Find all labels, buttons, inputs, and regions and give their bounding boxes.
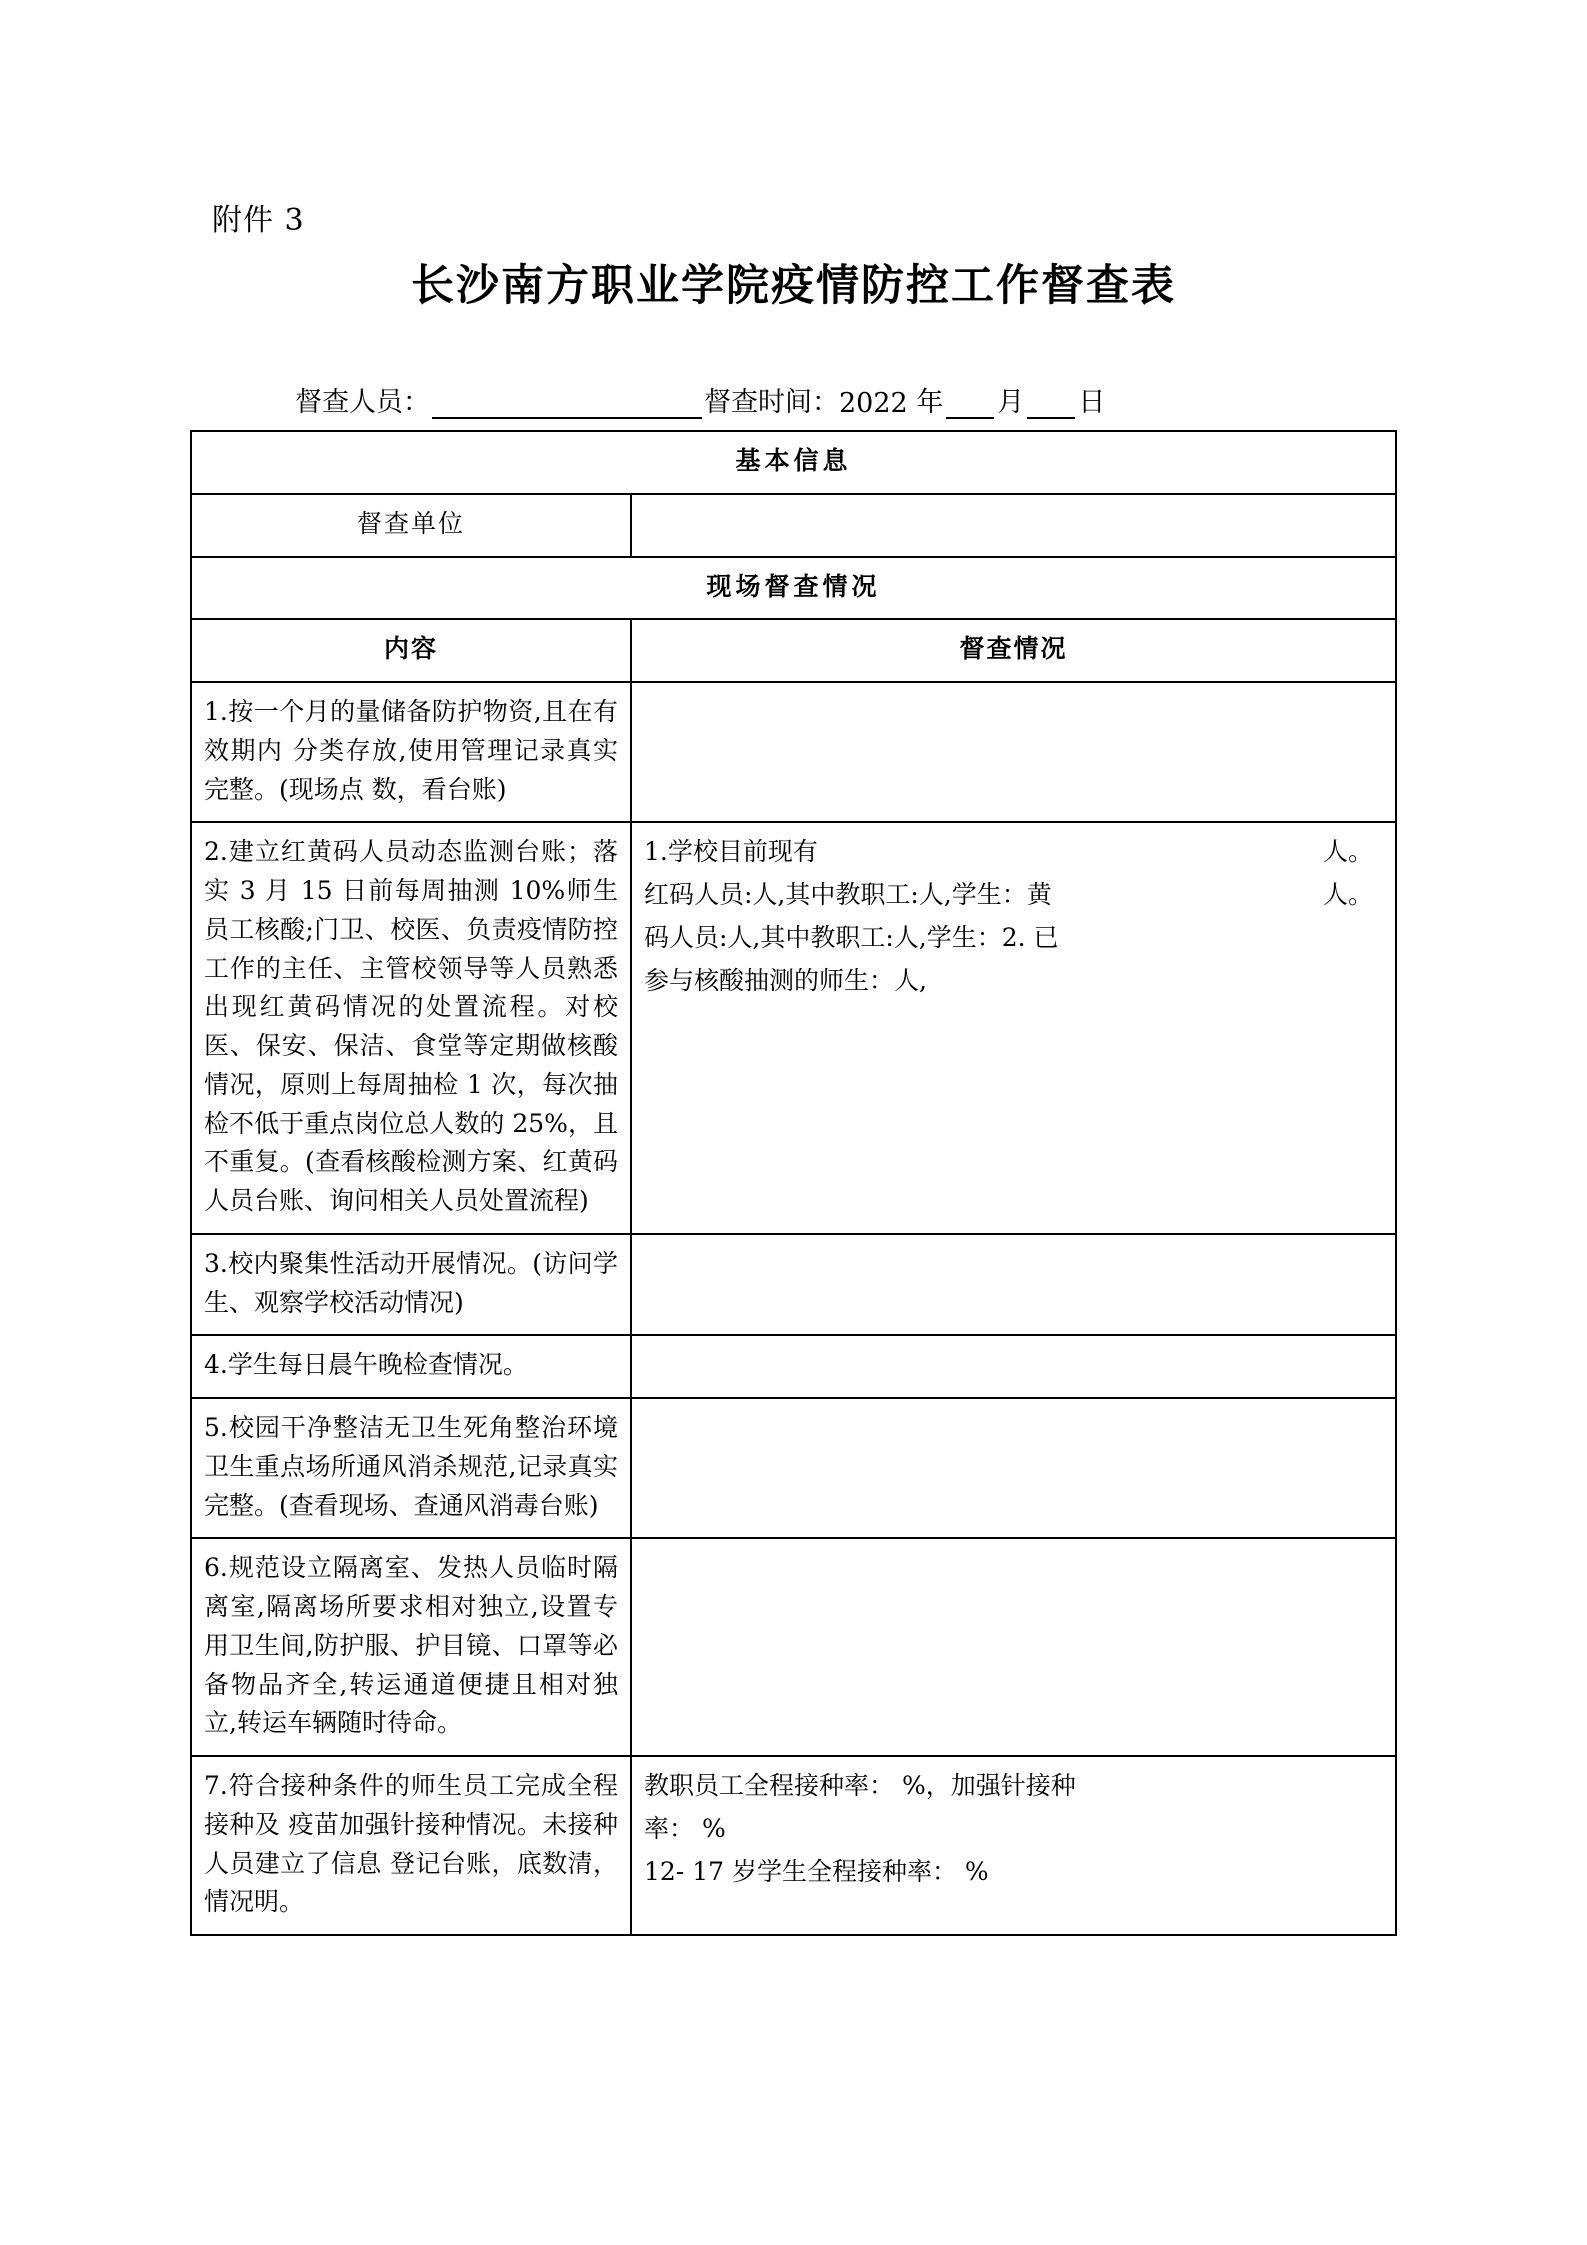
row-result-2-line-2: 红码人员:人,其中教职工:人,学生：黄 bbox=[644, 880, 1052, 909]
row-result-5[interactable] bbox=[631, 1398, 1396, 1538]
row-result-2-tail-2: 人。 bbox=[1323, 880, 1374, 909]
row-result-7-line-3: 12- 17 岁学生全程接种率： % bbox=[644, 1856, 989, 1886]
row-content-3: 3.校内聚集性活动开展情况。(访问学生、观察学校活动情况) bbox=[191, 1234, 631, 1336]
row-result-2[interactable] bbox=[631, 822, 1396, 1234]
year-value: 2022 bbox=[839, 388, 908, 419]
row-content-1: 1.按一个月的量储备防护物资,且在有效期内 分类存放,使用管理记录真实完整。(现场点 数，看台账) bbox=[191, 682, 631, 822]
column-header-content: 内容 bbox=[191, 619, 631, 682]
inspector-input[interactable] bbox=[432, 391, 702, 419]
month-input[interactable] bbox=[946, 393, 994, 419]
day-input[interactable] bbox=[1027, 393, 1075, 419]
row-result-2-line-4: 参与核酸抽测的师生：人, bbox=[644, 965, 927, 995]
row-content-4: 4.学生每日晨午晚检查情况。 bbox=[191, 1335, 631, 1398]
section-header-basic-info: 基本信息 bbox=[191, 431, 1396, 494]
table-row bbox=[191, 1538, 1396, 1756]
month-unit: 月 bbox=[997, 387, 1025, 418]
row-result-4[interactable] bbox=[631, 1335, 1396, 1398]
year-unit: 年 bbox=[916, 387, 944, 418]
column-header-result: 督查情况 bbox=[631, 619, 1396, 682]
row-result-1[interactable] bbox=[631, 682, 1396, 822]
table-row bbox=[191, 682, 1396, 822]
day-unit: 日 bbox=[1078, 387, 1106, 418]
attachment-label: 附件 3 bbox=[212, 203, 305, 238]
section-header-onsite: 现场督查情况 bbox=[191, 557, 1396, 620]
table-row bbox=[191, 1335, 1396, 1398]
row-content-2: 2.建立红黄码人员动态监测台账；落实 3 月 15 日前每周抽测 10%师生员工核酸;门卫、校医、负责疫情防控工作的主任、主管校领导等人员熟悉出现红黄码情况的处置流程。对校医、保安、保洁、食堂等定期做核酸情况，原则上每周抽检 1 次，每次抽检不低于重点岗位总人数的 25%，且不重复。(查看核酸检测方案、红黄码人员台账、询问相关人员处置流程) bbox=[191, 822, 631, 1234]
row-result-2-line-3: 码人员:人,其中教职工:人,学生：2. 已 bbox=[644, 922, 1059, 952]
table-row bbox=[191, 557, 1396, 620]
table-row bbox=[191, 494, 1396, 557]
row-result-7-line-1: 教职员工全程接种率： %，加强针接种 bbox=[644, 1771, 1076, 1800]
page-title: 长沙南方职业学院疫情防控工作督查表 bbox=[411, 261, 1176, 311]
inspection-form-table bbox=[190, 430, 1397, 1936]
row-result-7[interactable] bbox=[631, 1756, 1396, 1935]
meta-line bbox=[295, 380, 1345, 419]
row-result-3[interactable] bbox=[631, 1234, 1396, 1336]
table-row bbox=[191, 619, 1396, 682]
table-row bbox=[191, 1756, 1396, 1935]
row-result-2-line-1: 1.学校目前现有 bbox=[644, 837, 818, 867]
time-label: 督查时间： bbox=[704, 387, 839, 418]
row-content-7: 7.符合接种条件的师生员工完成全程接种及 疫苗加强针接种情况。未接种人员建立了信息 登记台账，底数清，情况明。 bbox=[191, 1756, 631, 1935]
row-result-2-tail-1: 人。 bbox=[1323, 837, 1374, 867]
table-row bbox=[191, 1234, 1396, 1336]
row-content-5: 5.校园干净整洁无卫生死角整治环境卫生重点场所通风消杀规范,记录真实完整。(查看现场、查通风消毒台账) bbox=[191, 1398, 631, 1538]
table-row bbox=[191, 822, 1396, 1234]
row-content-6: 6.规范设立隔离室、发热人员临时隔离室,隔离场所要求相对独立,设置专用卫生间,防护服、护目镜、口罩等必备物品齐全,转运通道便捷且相对独立,转运车辆随时待命。 bbox=[191, 1538, 631, 1756]
inspector-label: 督查人员： bbox=[295, 387, 430, 418]
unit-label: 督查单位 bbox=[191, 494, 631, 557]
unit-value-input[interactable] bbox=[631, 494, 1396, 557]
table-row bbox=[191, 1398, 1396, 1538]
row-result-7-line-2: 率： % bbox=[644, 1813, 726, 1843]
row-result-6[interactable] bbox=[631, 1538, 1396, 1756]
table-row bbox=[191, 431, 1396, 494]
